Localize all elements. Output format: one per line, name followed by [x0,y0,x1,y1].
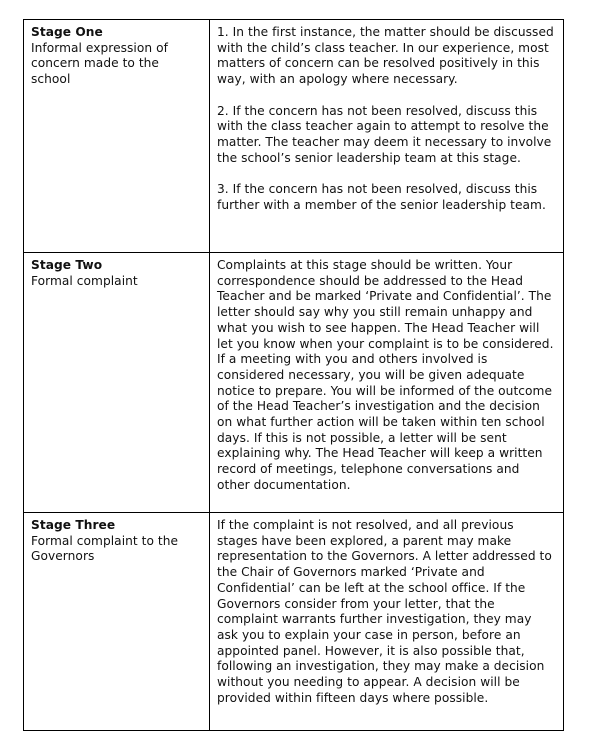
stage-one-paragraph-3: 3. If the concern has not been resolved, discuss this further with a member of the senior leadership team. [217,182,546,212]
stage-one-paragraph-2: 2. If the concern has not been resolved, discuss this with the class teacher again to attempt to resolve the matter. The teacher may deem it necessary to involve the school’s senior leadership team at this stage. [217,103,552,165]
stage-one-label-cell [24,20,210,253]
stage-three-row [24,513,564,731]
stage-three-paragraph-1: If the complaint is not resolved, and all previous stages have been explored, a parent may make representation to the Governors. A letter addressed to the Chair of Governors marked ‘Private and Confidential’ can be left at the school office. If the Governors consider from your letter, that the complaint warrants further investigation, they may ask you to explain your case in person, before an appointed panel. However, it is also possible that, following an investigation, they may make a decision without you needing to appear. A decision will be provided within fifteen days where possible. [217,518,552,705]
stage-one-subtitle: Informal expression of concern made to the school [31,40,168,87]
stage-two-subtitle: Formal complaint [31,273,138,288]
stage-one-description-cell [210,20,564,253]
complaints-stages-table [23,19,564,731]
stage-one-paragraph-1: 1. In the first instance, the matter should be discussed with the child’s class teacher. In our experience, most matters of concern can be resolved positively in this way, with an apology where necessary. [217,25,554,87]
stage-two-paragraph-1: Complaints at this stage should be written. Your correspondence should be addressed to the Head Teacher and be marked ‘Private and Confidential’. The letter should say why you still remain unhappy and what you wish to see happen. The Head Teacher will let you know when your complaint is to be considered. If a meeting with you and others involved is considered necessary, you will be given adequate notice to prepare. You will be informed of the outcome of the Head Teacher’s investigation and the decision on what further action will be taken within ten school days. If this is not possible, a letter will be sent explaining why. The Head Teacher will keep a written record of meetings, telephone conversations and other documentation. [217,258,554,492]
stage-two-label-cell [24,253,210,513]
stage-one-row [24,20,564,253]
stage-three-description-cell [210,513,564,731]
stage-two-title: Stage Two [31,258,103,272]
stage-three-subtitle: Formal complaint to the Governors [31,533,179,564]
stage-one-title: Stage One [31,25,103,39]
stage-two-description-cell [210,253,564,513]
stage-three-label-cell [24,513,210,731]
stage-two-row [24,253,564,513]
stage-three-title: Stage Three [31,518,116,532]
